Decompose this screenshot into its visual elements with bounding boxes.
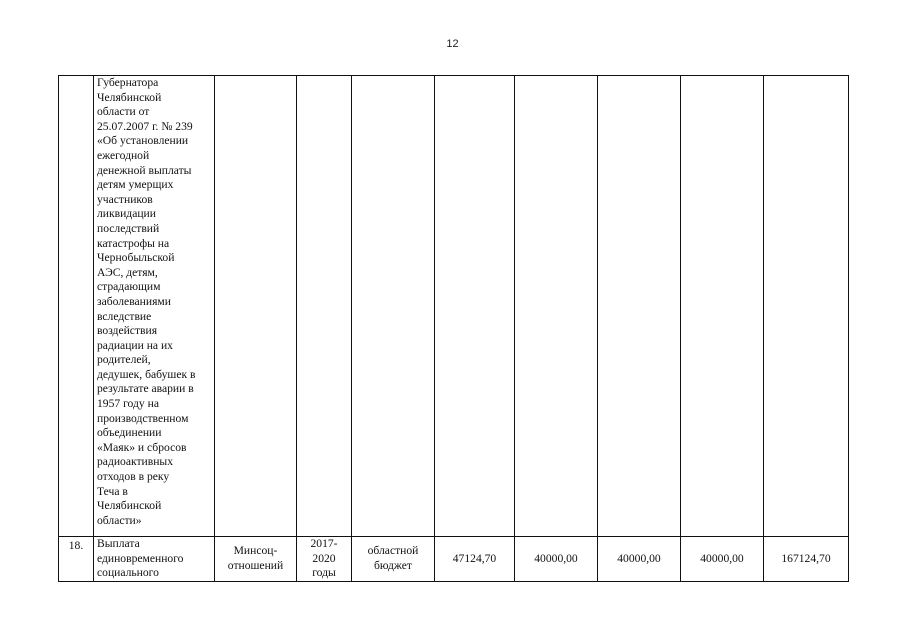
value-2019-cell: 40000,00 <box>598 537 681 582</box>
row-number <box>59 76 94 537</box>
table-row <box>59 76 849 537</box>
period-cell: 2017- 2020 годы <box>297 537 352 582</box>
value-2020-cell: 40000,00 <box>681 537 764 582</box>
value-2018-cell: 40000,00 <box>515 537 598 582</box>
period-cell <box>297 76 352 537</box>
executor-cell: Минсоц- отношений <box>215 537 297 582</box>
measure-description: Губернатора Челябинской области от 25.07.2007 г. № 239 «Об установлении ежегодной денежной выплаты детям умерщих участников ликвидации последствий катастрофы на Чернобыльской АЭС, детям, страдающим заболеваниями вследствие воздействия радиации на их родителей, дедушек, бабушек в результате аварии в 1957 году на производственном объединении «Маяк» и сбросов радиоактивных отходов в реку Теча в Челябинской области» <box>94 76 215 537</box>
program-table <box>58 75 849 582</box>
funding-source-cell: областной бюджет <box>352 537 435 582</box>
value-2020-cell <box>681 76 764 537</box>
value-2018-cell <box>515 76 598 537</box>
value-2017-cell: 47124,70 <box>435 537 515 582</box>
funding-source-cell <box>352 76 435 537</box>
page-number: 12 <box>446 38 459 50</box>
value-2019-cell <box>598 76 681 537</box>
measure-description: Выплата единовременного социального <box>94 537 215 582</box>
executor-cell <box>215 76 297 537</box>
row-number: 18. <box>59 537 94 582</box>
table-row <box>59 537 849 582</box>
value-total-cell: 167124,70 <box>764 537 849 582</box>
value-total-cell <box>764 76 849 537</box>
value-2017-cell <box>435 76 515 537</box>
